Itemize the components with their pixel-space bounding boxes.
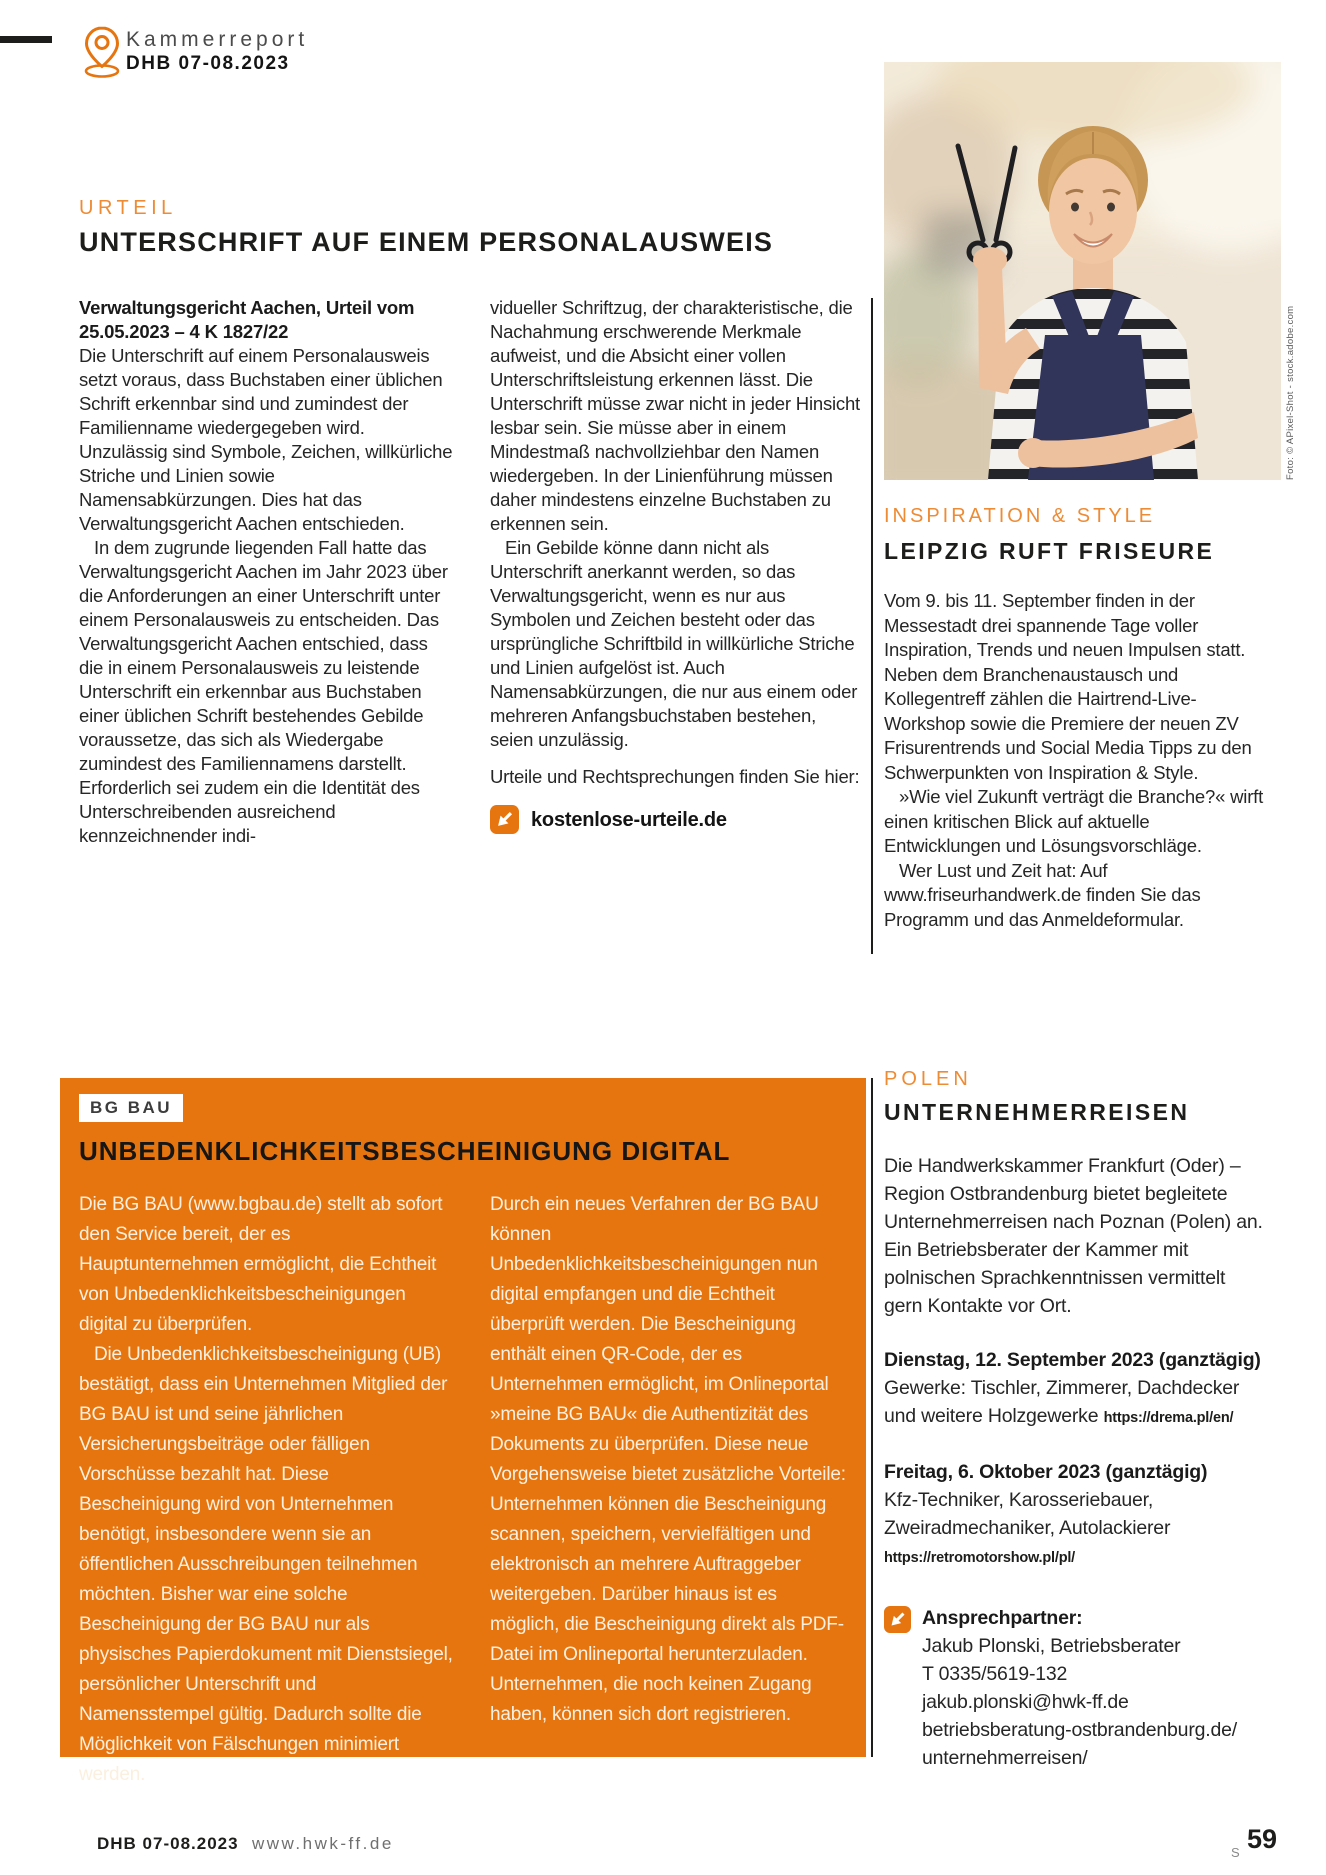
contact-phone: T 0335/5619-132 — [922, 1663, 1068, 1685]
arrow-link-icon — [490, 805, 519, 834]
article-bgbau-title: UNBEDENKLICHKEITSBESCHEINIGUNG DIGITAL — [79, 1136, 731, 1166]
header-rule — [0, 36, 52, 43]
contact-block — [884, 1604, 1268, 1772]
event-trades: Kfz-Techniker, Karosseriebauer, Zweiradmechaniker, Autolackierer — [884, 1489, 1171, 1539]
arrow-link-icon — [884, 1606, 911, 1633]
paragraph: Wer Lust und Zeit hat: Auf www.friseurhandwerk.de finden Sie das Programm und das Anmeldeformular. — [884, 859, 1201, 930]
event-title: Dienstag, 12. September 2023 (ganztägig) — [884, 1349, 1261, 1371]
photo-woman-scissors — [884, 62, 1281, 480]
event-url[interactable]: https://drema.pl/en/ — [1103, 1410, 1234, 1426]
column-divider — [871, 1078, 873, 1757]
location-pin-icon — [82, 25, 122, 79]
footer-website[interactable]: www.hwk-ff.de — [252, 1834, 394, 1853]
article-inspiration-title: LEIPZIG RUFT FRISEURE — [884, 538, 1215, 564]
issue-label: DHB 07-08.2023 — [126, 53, 290, 74]
paragraph: In dem zugrunde liegenden Fall hatte das Verwaltungsgericht Aachen im Jahr 2023 über die Anforderungen an einer Unterschrift unter einem Personalausweis zu entscheiden. Das Verwaltungsgericht Aachen entschied, dass die in einem Personalausweis zu leistende Unterschrift ein erkennbar aus Buchstaben einer üblichen Schrift bestehendes Gebilde voraussetze, das sich als Wiedergabe zumindest des Familiennamens darstellt. Erforderlich sei zudem ein die Identität des Unterschreibenden ausreichend kennzeichnender indi- — [79, 537, 448, 846]
article-polen — [884, 1068, 1268, 1772]
article-polen-kicker: POLEN — [884, 1068, 972, 1090]
article-urteil-column-2 — [490, 296, 864, 834]
contact-url[interactable]: betriebsberatung-ostbrandenburg.de/ — [922, 1719, 1237, 1741]
paragraph: Die BG BAU (www.bgbau.de) stellt ab sofort den Service bereit, der es Hauptunternehmen ermöglicht, die Echtheit von Unbedenklichkeitsbescheinigungen digital zu überprüfen. — [79, 1194, 443, 1335]
article-urteil-kicker: URTEIL — [79, 197, 177, 219]
footer-page-number: 59 — [1247, 1824, 1278, 1854]
link-label: kostenlose-urteile.de — [531, 808, 727, 831]
paragraph: Durch ein neues Verfahren der BG BAU können Unbedenklichkeitsbescheinigungen nun digital empfangen und die Echtheit überprüft werden. Die Bescheinigung enthält einen QR-Code, der es Unternehmen ermöglicht, im Onlineportal »meine BG BAU« die Authentizität des Dokuments zu überprüfen. Diese neue Vorgehensweise bietet zusätzliche Vorteile: Unternehmen können die Bescheinigung scannen, speichern, vervielfältigen und elektronisch an mehrere Auftraggeber weitergeben. Darüber hinaus ist es möglich, die Bescheinigung direkt als PDF-Datei im Onlineportal herunterzuladen. Unternehmen, die noch keinen Zugang haben, können sich dort registrieren. — [490, 1194, 846, 1725]
paragraph: Ein Gebilde könne dann nicht als Unterschrift anerkannt werden, so das Verwaltungsgericht, wenn es nur aus Symbolen und Zeichen besteht oder das ursprüngliche Schriftbild in willkürliche Striche und Linien aufgelöst ist. Auch Namensabkürzungen, die nur aus einem oder mehreren Anfangsbuchstaben bestehen, seien unzulässig. — [490, 537, 858, 750]
kostenlose-urteile-link[interactable] — [490, 805, 864, 834]
paragraph: Die Unbedenklichkeitsbescheinigung (UB) bestätigt, dass ein Unternehmen Mitglied der BG BAU ist und seine jährlichen Versicherungsbeiträge oder fälligen Vorschüsse bezahlt hat. Diese Bescheinigung wird von Unternehmen benötigt, insbesondere wenn sie an öffentlichen Ausschreibungen teilnehmen möchten. Bisher war eine solche Bescheinigung der BG BAU nur als physisches Papierdokument mit Dienstsiegel, persönlicher Unterschrift und Namensstempel gültig. Dadurch sollte die Möglichkeit von Fälschungen minimiert werden. — [79, 1344, 453, 1785]
event-url[interactable]: https://retromotorshow.pl/pl/ — [884, 1550, 1076, 1566]
column-divider — [871, 298, 873, 954]
bgbau-column-1 — [79, 1190, 453, 1790]
article-inspiration-kicker: INSPIRATION & STYLE — [884, 505, 1156, 527]
brand-title: Kammerreport — [126, 28, 309, 51]
paragraph: Die Unterschrift auf einem Personalausweis setzt voraus, dass Buchstaben einer üblichen Schrift erkennbar sind und zumindest der Familienname wiedergegeben wird. Unzulässig sind Symbole, Zeichen, willkürliche Striche und Linien sowie Namensabkürzungen. Dies hat das Verwaltungsgericht Aachen entschieden. — [79, 345, 453, 534]
footer-issue: DHB 07-08.2023 — [97, 1834, 239, 1853]
event-trades: Gewerke: Tischler, Zimmerer, Dachdecker und weitere Holzgewerke — [884, 1377, 1240, 1427]
event-text — [884, 1486, 1268, 1572]
paragraph: Die Handwerkskammer Frankfurt (Oder) – Region Ostbrandenburg bietet begleitete Unternehmerreisen nach Poznan (Polen) an. Ein Betriebsberater der Kammer mit polnischen Sprachkenntnissen vermittelt gern Kontakte vor Ort. — [884, 1155, 1263, 1317]
footer-page-prefix: S — [1231, 1845, 1241, 1860]
article-bgbau-box — [60, 1078, 866, 1785]
paragraph: vidueller Schriftzug, der charakteristische, die Nachahmung erschwerende Merkmale aufweist, und die Absicht einer vollen Unterschriftsleistung erkennen lässt. Die Unterschrift müsse zwar nicht in jeder Hinsicht lesbar sein. Sie müsse aber in einem Mindestmaß nachvollziehbar den Namen wiedergeben. In der Linienführung müssen daher mindestens einzelne Buchstaben zu erkennen sein. — [490, 297, 860, 534]
article-urteil-column-1 — [79, 296, 453, 848]
photo-credit: Foto: © APixel-Shot - stock.adobe.com — [1285, 305, 1296, 480]
paragraph: Vom 9. bis 11. September finden in der Messestadt drei spannende Tage voller Inspiration, Trends und neuen Impulsen statt. Neben dem Branchenaustausch und Kollegentreff zählen die Hairtrend-Live-Workshop sowie die Premiere der neuen ZV Frisurentrends und Social Media Tipps zu den Schwerpunkten von Inspiration & Style. — [884, 590, 1252, 783]
event-text — [884, 1374, 1268, 1432]
contact-label: Ansprechpartner: — [922, 1607, 1083, 1629]
event-title: Freitag, 6. Oktober 2023 (ganztägig) — [884, 1461, 1208, 1483]
article-urteil-title: UNTERSCHRIFT AUF EINEM PERSONALAUSWEIS — [79, 227, 774, 257]
contact-email[interactable]: jakub.plonski@hwk-ff.de — [922, 1691, 1129, 1713]
article-polen-title: UNTERNEHMERREISEN — [884, 1099, 1190, 1125]
bgbau-label: BG BAU — [79, 1094, 183, 1122]
case-reference: Verwaltungsgericht Aachen, Urteil vom 25.05.2023 – 4 K 1827/22 — [79, 297, 415, 342]
contact-url[interactable]: unternehmerreisen/ — [922, 1747, 1088, 1769]
contact-name: Jakub Plonski, Betriebsberater — [922, 1635, 1181, 1657]
paragraph: Urteile und Rechtsprechungen finden Sie hier: — [490, 766, 860, 787]
article-inspiration — [884, 505, 1268, 932]
bgbau-column-2 — [490, 1190, 846, 1730]
paragraph: »Wie viel Zukunft verträgt die Branche?« wirft einen kritischen Blick auf aktuelle Entwicklungen und Lösungsvorschläge. — [884, 786, 1264, 856]
